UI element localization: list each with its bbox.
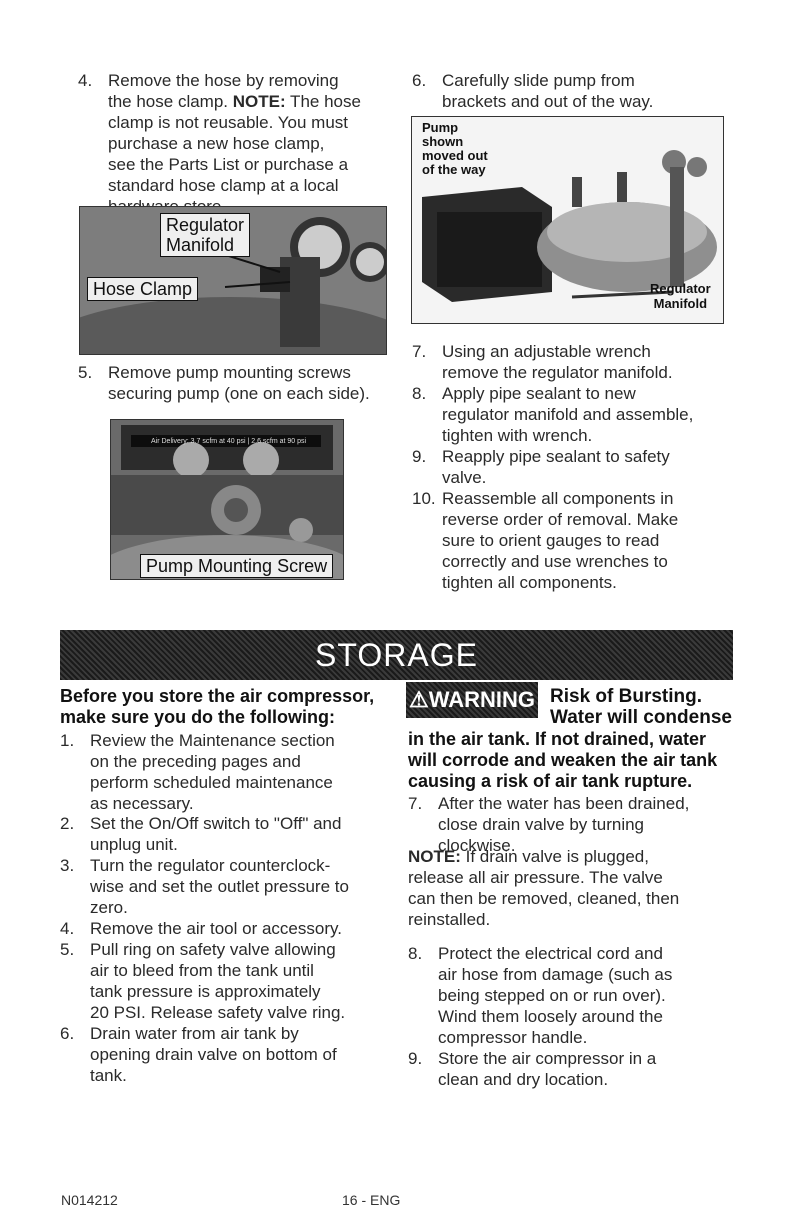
step-text: Remove the air tool or accessory.: [90, 919, 342, 938]
document-code: N014212: [61, 1192, 118, 1208]
step-number: 8.: [412, 384, 427, 403]
step-number: 2.: [60, 814, 75, 833]
step-text: Remove pump mounting screws securing pump (one on each side).: [108, 363, 370, 403]
storage-intro: Before you store the air compressor, make sure you do the following:: [60, 686, 375, 727]
step-text: Using an adjustable wrench remove the regulator manifold.: [442, 342, 673, 382]
label-regulator-manifold-2: Regulator Manifold: [650, 281, 711, 311]
step-number: 4.: [60, 919, 75, 938]
step-number: 5.: [60, 940, 75, 959]
step-number: 9.: [412, 447, 427, 466]
warning-subtitle: Water will condense: [550, 707, 732, 728]
step-text: Turn the regulator counterclock- wise and set the outlet pressure to zero.: [90, 856, 349, 917]
step-text: Protect the electrical cord and air hose from damage (such as being stepped on or run over). Wind them loosely around the compressor handle.: [438, 944, 673, 1047]
banner-title: STORAGE: [315, 637, 478, 673]
warning-body: in the air tank. If not drained, water will corrode and weaken the air tank causing a risk of air tank rupture.: [408, 729, 718, 791]
step-text: Pull ring on safety valve allowing air to bleed from the tank until tank pressure is approximately 20 PSI. Release safety valve ring.: [90, 940, 346, 1022]
step-number: 10.: [412, 489, 436, 508]
step-number: 5.: [78, 363, 93, 382]
step-text: Drain water from air tank by opening drain valve on bottom of tank.: [90, 1024, 337, 1085]
step-text: Carefully slide pump from brackets and out of the way.: [442, 71, 654, 111]
step-number: 7.: [412, 342, 427, 361]
step-text: Reapply pipe sealant to safety valve.: [442, 447, 670, 487]
pump-mounting-screw-photo: [110, 419, 344, 580]
page-number: 16 - ENG: [342, 1192, 401, 1208]
warning-title: Risk of Bursting.: [550, 686, 703, 707]
drain-note: NOTE: If drain valve is plugged, release all air pressure. The valve can then be removed, cleaned, then reinstalled.: [408, 847, 680, 929]
step-number: 7.: [408, 794, 423, 813]
warning-badge: ⚠WARNING: [406, 682, 538, 718]
label-regulator-manifold: Regulator Manifold: [160, 213, 250, 257]
storage-banner: [60, 630, 733, 680]
label-hose-clamp: Hose Clamp: [87, 277, 198, 301]
step-text: Apply pipe sealant to new regulator manifold and assemble, tighten with wrench.: [442, 384, 694, 445]
step-text: Set the On/Off switch to "Off" and unplug unit.: [90, 814, 342, 854]
step-number: 9.: [408, 1049, 423, 1068]
step-number: 3.: [60, 856, 75, 875]
step-number: 6.: [412, 71, 427, 90]
hose-clamp-photo: [79, 206, 387, 355]
step-text: Review the Maintenance section on the preceding pages and perform scheduled maintenance as necessary.: [90, 731, 335, 813]
spec-tag: Air Delivery: 3.7 scfm at 40 psi | 2.6 scfm at 90 psi: [151, 438, 307, 445]
label-pump-shown: Pump shown moved out of the way: [422, 120, 488, 177]
step-number: 8.: [408, 944, 423, 963]
label-pump-mounting-screw: Pump Mounting Screw: [140, 554, 333, 578]
step-number: 6.: [60, 1024, 75, 1043]
pump-moved-photo: [411, 116, 724, 324]
step-text: Remove the hose by removing the hose clamp. NOTE: The hose clamp is not reusable. You must purchase a new hose clamp, see the Parts List or purchase a standard hose clamp at a local: [108, 71, 361, 195]
step-text: After the water has been drained, close drain valve by turning clockwise.: [438, 794, 690, 855]
step-number: 1.: [60, 731, 75, 750]
step-number: 4.: [78, 71, 93, 90]
step-text: Reassemble all components in reverse order of removal. Make sure to orient gauges to read correctly and use wrenches to tighten all components.: [442, 489, 679, 592]
step-text: Store the air compressor in a clean and dry location.: [438, 1049, 657, 1089]
